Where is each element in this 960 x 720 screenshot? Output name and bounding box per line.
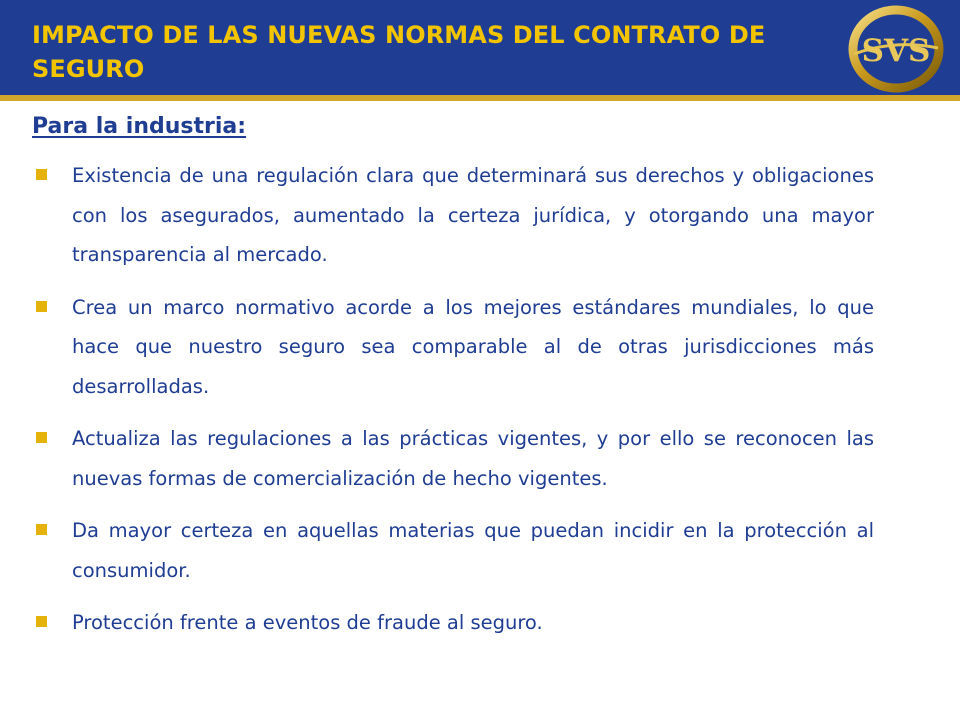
bullet-item: [36, 156, 874, 275]
bullet-item: [36, 511, 874, 590]
square-bullet-icon: [36, 616, 47, 627]
square-bullet-icon: [36, 169, 47, 180]
square-bullet-icon: [36, 524, 47, 535]
bullet-list: [36, 156, 874, 656]
logo-text: SVS: [861, 33, 931, 69]
bullet-text: Protección frente a eventos de fraude al seguro.: [72, 611, 543, 634]
bullet-text: Actualiza las regulaciones a las prácticas vigentes, y por ello se reconocen las nuevas formas de comercialización de hecho vigentes.: [72, 427, 874, 490]
bullet-text: Existencia de una regulación clara que determinará sus derechos y obligaciones con los asegurados, aumentado la certeza jurídica, y otorgando una mayor transparencia al mercado.: [72, 164, 874, 266]
header-divider: [0, 95, 960, 101]
svs-logo: [846, 4, 946, 94]
bullet-item: [36, 603, 874, 643]
square-bullet-icon: [36, 301, 47, 312]
svs-logo-icon: [846, 4, 946, 94]
bullet-text: Da mayor certeza en aquellas materias que puedan incidir en la protección al consumidor.: [72, 519, 874, 582]
bullet-item: [36, 419, 874, 498]
bullet-text: Crea un marco normativo acorde a los mejores estándares mundiales, lo que hace que nuestro seguro sea comparable al de otras jurisdicciones más desarrolladas.: [72, 295, 874, 398]
square-bullet-icon: [36, 432, 47, 443]
bullet-item: [36, 288, 874, 407]
slide-title: IMPACTO DE LAS NUEVAS NORMAS DEL CONTRATO DE SEGURO: [32, 21, 766, 83]
section-subtitle: Para la industria:: [32, 114, 247, 139]
